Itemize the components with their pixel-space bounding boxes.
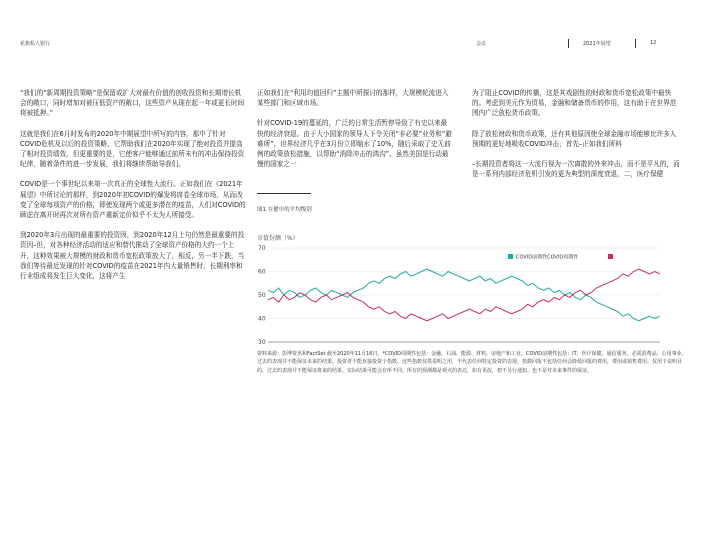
header-brand: 花旗私人银行 <box>20 41 51 47</box>
y-tick-label: 50 <box>258 292 266 299</box>
figure-caption: 图1.在健中的平均级别 <box>257 207 312 213</box>
legend-swatch <box>608 254 613 259</box>
legend-swatch <box>508 254 513 259</box>
paragraph: 为了阻止COVID的传播，这是其戏剧性的财政和货币宽松政策中最快的。考虑到美元作为贸易，金融和储备货币的作用，这有助于在世界范围内广泛放松货币政策。 <box>472 89 677 118</box>
page-number: 12 <box>650 40 657 46</box>
paragraph: 到2020年3月出现的最重要的投资因，到2020年12月上句仍然是最重要的投资因–但，对各种经济活动的适应和替代推动了全球资产价格的大约一个上升，这种效果被大规模的财政和货币宽松政策放大了，相反，另一半下跌，当我们等待最近发现的针对COVID的疫苗在2021年内大量销售时，长期利率和行业组成将发生巨大变化，这将产生 <box>20 231 245 281</box>
y-tick-label: 40 <box>258 315 266 323</box>
paragraph: –长期投资者将这一大流行视为一次离散的外来冲击，而不是平凡的，而是一系列内部经济危机引发的更为典型的深度衰退，二，医疗保健 <box>472 160 680 179</box>
line-chart <box>240 240 670 350</box>
paragraph: 这就是我们在6月时发布的2020年中期展望中所写的内容，那中了针对COVID危机及以后的投资策略，它帮助我们在2020年实现了绝对投资并提高了相对投资绩效，但更重要的是，它使客户能够通过前所未有的冲击保持投资纪律，随着条件的进一步发展，我们将继续帮助导我们。 <box>20 129 245 169</box>
column-left <box>20 88 246 291</box>
column-middle <box>257 88 453 179</box>
paragraph: COVID是一个事世纪以来第一次真正的全球性大流行。正如我们在《2021年展望》中所讨论的那样，到2020年初COVID的爆发将席卷全球市场，从而改变了全球每项资产的价格，即使发现两个或更多潜在的疫苗，人们对COVID的顾虑在离开时再次对所有资产重新定价似乎不太为人所接受。 <box>20 180 246 220</box>
y-tick-label: 70 <box>258 245 266 252</box>
chart-footnote: 资料来源：彭博资讯和FactSet 截至2020年11月16日。*COVID周期性包括：金融、石油、能源、材料、房地产和工业。COVID前期性包括：IT、医疗保健、通信服务、必需消费品、公用事业。过去的表现并不能保证未来的结果。投资者不能直接投资于指数。这些指数仅供说明之用，不代表任何特定投资的表现。指数回报不包括任何会降低回报的费用，费用或销售费用。仅用于说明目的，过去的表现并不能保证将来的结果。实际结果可能会有所不同。所有的预测都是观点的表达，如有更改，恕不另行通知。也不是对未来事件的保证。 <box>257 351 687 374</box>
header-title: 2021年展望 <box>583 41 611 47</box>
header-divider <box>635 39 636 48</box>
figure-rule <box>257 193 311 194</box>
header-section: 会议 <box>476 41 487 47</box>
chart-y-label: 市值份额（%） <box>257 235 299 242</box>
y-tick-label: 60 <box>258 268 266 276</box>
intro-quote: “我们的“新周期投资策略”是保留或扩大对最有价值的创收投资和长期增长机会的敞口，同时增加对被压低资产的敞口，这些资产从现在起一年或更长时间将被抵押。” <box>20 89 245 118</box>
paragraph: 正如我们在“利用均值回归”主题中所探讨的那样，大规模轮流进入某些部门和区域市场。 <box>257 89 449 108</box>
paragraph: 除了放松财政和货币政策，还有其他原因使全球金融市场能够比许多人预期的更好地吸收COVID冲击，首先–正如我们所料 <box>472 129 677 148</box>
column-right <box>472 88 682 189</box>
legend-label: COVID前期性COVID周期性 <box>516 254 579 261</box>
y-tick-label: 30 <box>258 339 266 346</box>
header-divider <box>568 39 569 48</box>
paragraph: 针对COVID-19的蔓延的，广泛的日常生活暂停导致了有史以来最快的经济衰退。由于大小国家的领导人下令关闭“非必要”业务和“避难所”，世界经济几乎在3月份立即缩水了10%，随后采取了史无前例的政策放松措施，以帮助“消除冲击的鸿沟”。虽然美国是行动最慢的国家之一 <box>257 119 452 169</box>
